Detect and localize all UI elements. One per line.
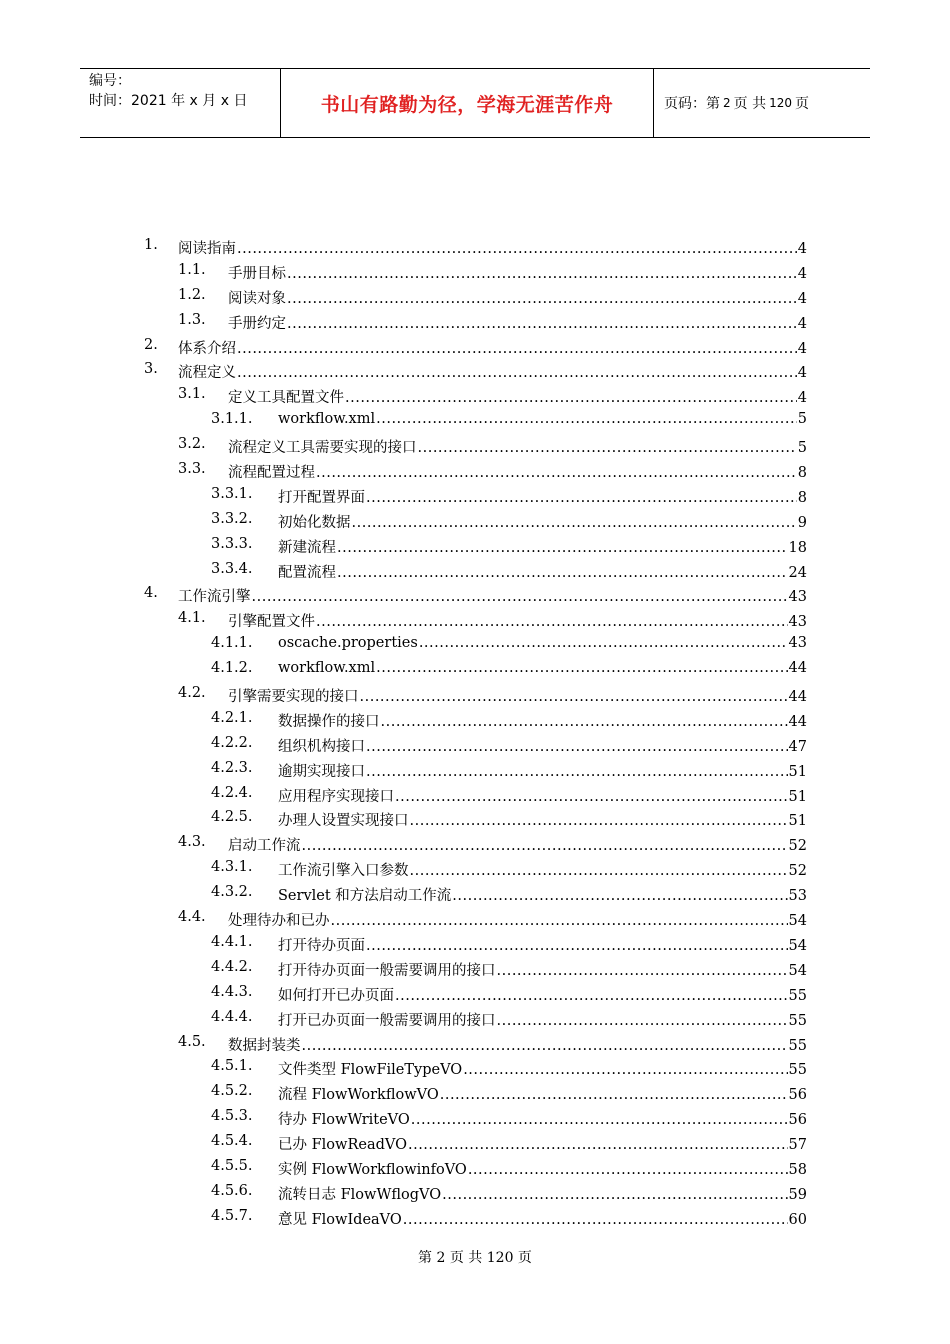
toc-leader xyxy=(442,1187,787,1203)
toc-entry[interactable] xyxy=(0,357,950,382)
toc-number: 4.4.4. xyxy=(211,1008,253,1025)
toc-number: 4. xyxy=(144,585,158,602)
toc-title[interactable]: 流程定义工具需要实现的接口 xyxy=(228,440,417,457)
toc-title[interactable]: 工作流引擎 xyxy=(178,589,251,606)
toc-title[interactable]: 新建流程 xyxy=(278,539,336,556)
toc-leader xyxy=(302,838,788,854)
toc-leader xyxy=(237,365,797,381)
toc-number: 4.2.4. xyxy=(211,784,253,801)
toc-entry[interactable] xyxy=(0,308,950,333)
toc-title[interactable]: 办理人设置实现接口 xyxy=(278,813,409,830)
toc-leader xyxy=(366,764,788,780)
toc-entry[interactable] xyxy=(0,532,950,557)
toc-leader xyxy=(352,515,797,531)
header-page-info xyxy=(654,69,870,137)
toc-number: 4.2. xyxy=(178,685,206,702)
toc-number: 1.1. xyxy=(178,261,206,278)
toc-number: 3.1. xyxy=(178,386,206,403)
toc-page: 5 xyxy=(797,411,807,428)
toc-number: 4.4. xyxy=(178,909,206,926)
toc-page: 47 xyxy=(788,738,807,755)
toc-page: 4 xyxy=(797,241,807,257)
toc-entry[interactable] xyxy=(0,606,950,631)
toc-entry[interactable] xyxy=(0,830,950,855)
toc-number: 4.5.7. xyxy=(211,1207,253,1224)
toc-title[interactable]: 工作流引擎入口参数 xyxy=(278,863,409,880)
toc-number: 4.3.2. xyxy=(211,884,253,901)
toc-page: 43 xyxy=(788,589,807,606)
toc-title[interactable]: 打开配置界面 xyxy=(278,489,365,506)
toc-leader xyxy=(345,390,797,406)
toc-page: 4 xyxy=(797,390,807,407)
code-label: 编号： xyxy=(89,73,131,89)
toc-page: 52 xyxy=(788,863,807,880)
toc-title[interactable]: 打开待办页面 xyxy=(278,937,365,954)
toc-page: 59 xyxy=(788,1186,807,1203)
toc-entry[interactable] xyxy=(0,905,950,930)
toc-title[interactable]: 文件类型 FlowFileTypeVO xyxy=(278,1062,463,1079)
toc-entry[interactable] xyxy=(0,631,950,656)
toc-title[interactable]: 配置流程 xyxy=(278,564,336,581)
toc-page: 43 xyxy=(788,635,807,652)
toc-title[interactable]: 打开待办页面一般需要调用的接口 xyxy=(278,962,496,979)
page-total: 120 xyxy=(769,96,792,110)
toc-leader xyxy=(360,689,788,705)
toc-number: 3.3.3. xyxy=(211,535,253,552)
toc-page: 5 xyxy=(797,440,807,457)
toc-title[interactable]: 如何打开已办页面 xyxy=(278,987,394,1004)
toc-page: 44 xyxy=(788,713,807,730)
toc-leader xyxy=(366,938,788,954)
toc-page: 53 xyxy=(788,888,807,905)
toc-entry[interactable] xyxy=(0,581,950,606)
toc-entry[interactable] xyxy=(0,930,950,955)
toc-title[interactable]: 阅读对象 xyxy=(228,290,286,307)
toc-title[interactable]: 逾期实现接口 xyxy=(278,763,365,780)
toc-title[interactable]: workflow.xml xyxy=(278,660,376,677)
toc-number: 4.5.6. xyxy=(211,1182,253,1199)
toc-page: 9 xyxy=(797,514,807,531)
toc-entry[interactable] xyxy=(0,1054,950,1079)
toc-number: 1.3. xyxy=(178,311,206,328)
toc-entry[interactable] xyxy=(0,706,950,731)
toc-entry[interactable] xyxy=(0,507,950,532)
toc-leader xyxy=(419,635,788,651)
toc-page: 58 xyxy=(788,1161,807,1178)
toc-entry[interactable] xyxy=(0,333,950,358)
header-meta-cell xyxy=(80,69,281,137)
toc-title[interactable]: 数据封装类 xyxy=(228,1037,301,1054)
toc-page: 52 xyxy=(788,838,807,855)
toc-entry[interactable] xyxy=(0,1079,950,1104)
toc-number: 4.5. xyxy=(178,1033,206,1050)
toc-entry[interactable] xyxy=(0,980,950,1005)
toc-leader xyxy=(287,291,797,307)
toc-leader xyxy=(337,565,788,581)
toc-page: 4 xyxy=(797,340,807,357)
toc-title[interactable]: oscache.properties xyxy=(278,635,418,652)
toc-entry[interactable] xyxy=(0,1030,950,1055)
toc-entry[interactable] xyxy=(0,258,950,283)
toc-title[interactable]: 实例 FlowWorkflowinfoVO xyxy=(278,1161,467,1178)
toc-entry[interactable] xyxy=(0,407,950,432)
toc-number: 4.3. xyxy=(178,834,206,851)
toc-leader xyxy=(366,490,797,506)
toc-title[interactable]: 数据操作的接口 xyxy=(278,713,380,730)
toc-leader xyxy=(468,1162,788,1178)
toc-page: 56 xyxy=(788,1112,807,1129)
toc-leader xyxy=(497,963,788,979)
toc-title[interactable]: workflow.xml xyxy=(278,411,376,428)
toc-number: 3.2. xyxy=(178,436,206,453)
toc-page: 55 xyxy=(788,1037,807,1054)
toc-leader xyxy=(418,440,797,456)
toc-leader xyxy=(410,813,788,829)
toc-leader xyxy=(252,589,788,605)
toc-entry[interactable] xyxy=(0,233,950,258)
toc-page: 55 xyxy=(788,987,807,1004)
toc-title[interactable]: 流转日志 FlowWflogVO xyxy=(278,1186,442,1203)
toc-leader xyxy=(452,888,787,904)
page-suffix: 页 xyxy=(795,96,809,112)
toc-entry[interactable] xyxy=(0,781,950,806)
toc-entry[interactable] xyxy=(0,1129,950,1154)
toc-entry[interactable] xyxy=(0,805,950,830)
toc-entry[interactable] xyxy=(0,1204,950,1229)
toc-entry[interactable] xyxy=(0,1154,950,1179)
toc-page: 51 xyxy=(788,788,807,805)
page-header xyxy=(80,68,870,138)
toc-title[interactable]: 流程配置过程 xyxy=(228,465,315,482)
toc-page: 44 xyxy=(788,689,807,706)
toc-title[interactable]: 手册约定 xyxy=(228,315,286,332)
toc-page: 44 xyxy=(788,660,807,677)
toc-leader xyxy=(331,913,788,929)
toc-title[interactable]: 处理待办和已办 xyxy=(228,913,330,930)
toc-page: 57 xyxy=(788,1137,807,1154)
toc-number: 4.4.3. xyxy=(211,983,253,1000)
toc-page: 18 xyxy=(788,539,807,556)
toc-leader xyxy=(237,341,797,357)
toc-leader xyxy=(366,739,788,755)
toc-leader xyxy=(497,1013,788,1029)
toc-number: 4.5.4. xyxy=(211,1133,253,1150)
toc-title[interactable]: 启动工作流 xyxy=(228,838,301,855)
toc-number: 4.2.1. xyxy=(211,709,253,726)
toc-page: 60 xyxy=(788,1211,807,1228)
toc-number: 4.4.2. xyxy=(211,958,253,975)
toc-number: 3.3.2. xyxy=(211,510,253,527)
toc-leader xyxy=(408,1137,788,1153)
toc-leader xyxy=(337,540,788,556)
toc-entry[interactable] xyxy=(0,656,950,681)
toc-page: 4 xyxy=(797,290,807,307)
toc-title[interactable]: 体系介绍 xyxy=(178,340,236,357)
toc-number: 4.1. xyxy=(178,610,206,627)
toc-number: 4.5.1. xyxy=(211,1058,253,1075)
header-motto: 书山有路勤为径，学海无涯苦作舟 xyxy=(281,69,654,137)
table-of-contents xyxy=(0,233,950,1229)
toc-entry[interactable] xyxy=(0,955,950,980)
toc-entry[interactable] xyxy=(0,283,950,308)
toc-number: 3.3. xyxy=(178,461,206,478)
toc-page: 4 xyxy=(797,365,807,382)
toc-title[interactable]: 手册目标 xyxy=(228,265,286,282)
toc-entry[interactable] xyxy=(0,482,950,507)
toc-title[interactable]: 已办 FlowReadVO xyxy=(278,1137,407,1154)
toc-page: 56 xyxy=(788,1087,807,1104)
toc-number: 4.2.2. xyxy=(211,734,253,751)
toc-leader xyxy=(463,1062,787,1078)
toc-title[interactable]: 初始化数据 xyxy=(278,514,351,531)
toc-leader xyxy=(287,316,797,332)
toc-number: 2. xyxy=(144,336,158,353)
toc-page: 8 xyxy=(797,489,807,506)
toc-page: 55 xyxy=(788,1012,807,1029)
toc-number: 4.4.1. xyxy=(211,933,253,950)
toc-leader xyxy=(410,863,788,879)
toc-page: 8 xyxy=(797,465,807,482)
toc-title[interactable]: 应用程序实现接口 xyxy=(278,788,394,805)
toc-leader xyxy=(287,266,797,282)
toc-page: 54 xyxy=(788,937,807,954)
toc-entry[interactable] xyxy=(0,1005,950,1030)
toc-title[interactable]: 流程 FlowWorkflowVO xyxy=(278,1087,439,1104)
toc-number: 1.2. xyxy=(178,286,206,303)
toc-page: 54 xyxy=(788,962,807,979)
toc-number: 4.2.3. xyxy=(211,759,253,776)
toc-leader xyxy=(316,614,788,630)
toc-page: 54 xyxy=(788,913,807,930)
toc-number: 4.5.3. xyxy=(211,1108,253,1125)
date-label: 时间：2021 年 x 月 x 日 xyxy=(89,93,248,109)
toc-entry[interactable] xyxy=(0,756,950,781)
toc-title[interactable]: 引擎配置文件 xyxy=(228,614,315,631)
toc-entry[interactable] xyxy=(0,1179,950,1204)
toc-leader xyxy=(316,465,797,481)
page-current: 2 xyxy=(723,96,731,110)
toc-page: 51 xyxy=(788,813,807,830)
toc-leader xyxy=(237,241,797,257)
page-mid: 页 共 xyxy=(733,96,767,112)
toc-entry[interactable] xyxy=(0,1104,950,1129)
toc-leader xyxy=(302,1038,788,1054)
toc-entry[interactable] xyxy=(0,731,950,756)
toc-number: 4.5.5. xyxy=(211,1157,253,1174)
toc-page: 4 xyxy=(797,265,807,282)
toc-entry[interactable] xyxy=(0,681,950,706)
toc-entry[interactable] xyxy=(0,557,950,582)
toc-entry[interactable] xyxy=(0,457,950,482)
toc-number: 4.5.2. xyxy=(211,1083,253,1100)
toc-title[interactable]: 打开已办页面一般需要调用的接口 xyxy=(278,1012,496,1029)
toc-page: 51 xyxy=(788,763,807,780)
toc-leader xyxy=(440,1087,788,1103)
toc-number: 4.1.1. xyxy=(211,635,253,652)
toc-leader xyxy=(403,1212,788,1228)
toc-number: 3. xyxy=(144,361,158,378)
toc-title[interactable]: 流程定义 xyxy=(178,365,236,382)
toc-page: 24 xyxy=(788,564,807,581)
toc-leader xyxy=(411,1112,788,1128)
toc-title[interactable]: 定义工具配置文件 xyxy=(228,390,344,407)
toc-entry[interactable] xyxy=(0,432,950,457)
toc-page: 43 xyxy=(788,614,807,631)
toc-entry[interactable] xyxy=(0,880,950,905)
toc-number: 3.3.4. xyxy=(211,560,253,577)
toc-number: 4.2.5. xyxy=(211,809,253,826)
toc-title[interactable]: 引擎需要实现的接口 xyxy=(228,689,359,706)
toc-number: 3.1.1. xyxy=(211,411,253,428)
toc-number: 3.3.1. xyxy=(211,485,253,502)
toc-title[interactable]: 意见 FlowIdeaVO xyxy=(278,1211,402,1228)
page-prefix: 页码：第 xyxy=(664,96,720,112)
toc-page: 55 xyxy=(788,1062,807,1079)
toc-entry[interactable] xyxy=(0,382,950,407)
toc-leader xyxy=(395,988,788,1004)
toc-title[interactable]: Servlet 和方法启动工作流 xyxy=(278,888,452,905)
toc-title[interactable]: 待办 FlowWriteVO xyxy=(278,1112,410,1129)
toc-title[interactable]: 阅读指南 xyxy=(178,241,236,257)
toc-number: 1. xyxy=(144,237,158,253)
toc-number: 4.1.2. xyxy=(211,660,253,677)
toc-entry[interactable] xyxy=(0,855,950,880)
toc-leader xyxy=(376,660,787,676)
page-footer: 第 2 页 共 120 页 xyxy=(418,1250,532,1266)
toc-leader xyxy=(376,411,797,427)
toc-number: 4.3.1. xyxy=(211,859,253,876)
toc-title[interactable]: 组织机构接口 xyxy=(278,738,365,755)
toc-leader xyxy=(395,789,788,805)
toc-leader xyxy=(381,714,788,730)
toc-page: 4 xyxy=(797,315,807,332)
